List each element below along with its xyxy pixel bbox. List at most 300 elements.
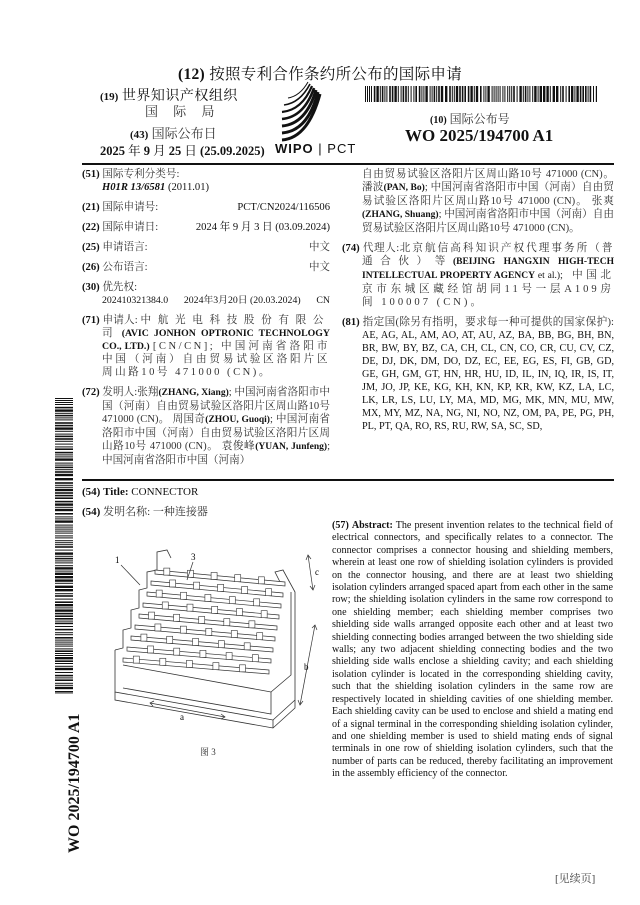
wipo-logo-icon [268,80,348,150]
barcode-bar [55,601,73,603]
agent-etal: et al.) [534,271,561,281]
isolation-cylinder [149,612,155,619]
barcode-bar [55,604,73,606]
barcode-bar [55,525,73,526]
continued-note: [见续页] [555,873,596,885]
barcode-bar [55,683,73,684]
barcode-bar [55,542,73,543]
barcode-bar [55,417,73,418]
applicant-name-en: (AVIC JONHON OPTRONIC TECHNOLOGY CO., LTD.) [102,328,330,352]
wipo-pct-logo-text: WIPO | PCT [275,141,357,156]
isolation-cylinder [239,665,245,672]
application-date: 2024 年 9 月 3 日 (03.09.2024) [195,222,330,233]
doc-type-code: (12) [177,66,206,83]
label-b: b [304,662,309,672]
inventor-name-en: (ZHANG, Shuang) [362,210,439,220]
barcode-bar [423,86,424,102]
barcode-bar [498,86,499,102]
isolation-cylinder [258,577,264,584]
barcode-bar [55,629,73,631]
barcode-bar [55,487,73,488]
barcode-bar [55,560,73,561]
barcode-bar [560,86,561,102]
barcode-bar [55,632,73,633]
barcode-bar [55,663,73,664]
inventor-name-en: (ZHANG, Xiang) [158,388,229,398]
agent-address: ; 中国北京市东城区藏经馆胡同11号一层A109房间 100007 (CN)。 [362,270,614,308]
barcode-bar [502,86,503,102]
barcode-bar [55,599,73,600]
inventor-address: ; 中国河南省洛阳市中国（河南）自由贸易试验区洛阳片区周山路10号 471000 (CN)。 袁俊峰 [102,414,331,452]
barcode-bar [55,518,73,519]
isolation-cylinder [205,594,211,601]
priority-country: CN [316,295,330,306]
barcode-bar [55,509,73,511]
barcode-bar [55,576,73,578]
field-label: 国际申请号: [102,202,159,213]
field-code: (22) [82,222,100,233]
field-code: (21) [82,202,100,213]
figure-caption: 图 3 [200,747,216,757]
barcode-bar [454,86,455,102]
isolation-cylinder [206,628,212,635]
barcode-bar [468,86,470,102]
barcode-bar [546,86,548,102]
barcode-bar [411,86,412,102]
barcode-bar [55,535,73,536]
barcode-bar [55,589,73,591]
isolation-cylinder [148,646,154,653]
label-1: 1 [115,555,120,565]
barcode-bar [596,86,597,102]
application-date-field [82,221,330,234]
barcode-bar [504,86,505,102]
barcode-bar [369,86,370,102]
barcode-bar [55,544,73,545]
inventor-name-en: (YUAN, Junfeng) [255,442,328,452]
isolation-cylinder [141,634,147,641]
barcode-bar [55,573,73,575]
field-code: (71) [82,315,100,326]
divider [82,479,614,481]
barcode-bar [509,86,510,102]
title-label: 发明名称: [103,506,151,518]
barcode-bar [55,427,73,429]
barcode-bar [55,478,73,480]
barcode-bar [55,552,73,554]
barcode-bar [55,677,73,678]
barcode-bar [55,520,73,522]
barcode-bar [525,86,527,102]
barcode-bar [55,653,73,654]
title-text: 一种连接器 [152,506,208,518]
field-code: (30) [82,282,100,293]
barcode-bar [55,648,73,649]
barcode-bar [408,86,409,102]
barcode-bar [55,469,73,470]
pubdate-label-text: 国际公布日 [151,126,217,141]
inventor-address: ; 中国河南省洛阳市中国（河南）自由贸易试验区洛阳片区周山路10号 471000 (CN)。 周国奇 [102,387,330,425]
barcode-bar [55,634,73,635]
barcode-bar [55,562,73,563]
barcode-bar [55,482,73,484]
barcode-bar [55,558,73,560]
inventors-continued [342,168,614,235]
barcode-bar [55,467,73,469]
barcode-bar [55,398,73,399]
barcode-bar [55,531,73,532]
pubno-code: (10) [430,115,447,126]
barcode-bar [527,86,528,102]
barcode-bar [55,419,73,420]
field-label: 申请人: [102,315,138,326]
isolation-cylinder [212,606,218,613]
inventor-address: ; 中国河南省洛阳市中国（河南） [102,441,331,466]
barcode-bar [55,409,73,411]
isolation-cylinder [181,592,187,599]
field-code: (81) [342,317,360,328]
barcode-bar [445,86,447,102]
abstract [332,520,613,781]
barcode-bar [529,86,530,102]
barcode-bar [55,501,73,503]
barcode-bar [386,86,387,102]
isolation-cylinder [187,604,193,611]
org-code: (19) [100,91,119,103]
side-publication-number: WO 2025/194700 A1 [66,713,83,853]
field-code: (26) [82,262,100,273]
application-number: PCT/CN2024/116506 [237,202,330,213]
barcode-bar [55,644,73,645]
barcode-bar [55,593,73,594]
pubdate-code: (43) [130,129,149,141]
barcode-bar [436,86,437,102]
barcode-bar [519,86,521,102]
barcode-bar [55,503,73,505]
barcode-bar [55,540,73,541]
ipc-field [82,168,330,194]
isolation-cylinder [266,589,272,596]
isolation-cylinder [193,638,199,645]
barcode-bar [507,86,508,102]
isolation-cylinder [211,572,217,579]
barcode-bar [374,86,376,102]
barcode-bar [55,471,73,473]
patent-figure [95,530,320,740]
barcode-bar [55,407,73,409]
barcode-bar [55,637,73,639]
barcode-bar [438,86,440,102]
barcode-bar [384,86,385,102]
inventors-field [82,386,330,467]
org-text: 世界知识产权组织 [121,89,238,104]
barcode-bar [55,516,73,517]
application-number-field [82,201,330,214]
housing-inner-bottom [123,688,271,714]
barcode-bar [55,438,73,440]
barcode-bar [55,495,73,497]
barcode-bar [517,86,518,102]
filing-language-field [82,241,330,254]
barcode-bar [371,86,372,102]
isolation-cylinder [229,597,235,604]
barcode-bar [55,485,73,486]
logo-pct: PCT [327,141,357,156]
barcode-bar [55,586,73,588]
dimension-arrow-c [308,555,313,590]
barcode-bar [513,86,515,102]
field-label: 优先权: [102,282,138,293]
bibliographic-right-column [342,168,614,440]
pubdate-day: 25 [168,144,182,158]
divider [82,163,614,165]
barcode-bar [55,666,73,667]
barcode-bar [494,86,495,102]
barcode-bar [55,685,73,686]
barcode-bar [55,579,73,581]
isolation-cylinder [235,575,241,582]
barcode-bar [55,527,73,528]
barcode-bar [430,86,431,102]
barcode-bar [55,415,73,417]
agent-name-cn: 北京航信高科知识产权代理事务所（普通合伙）等 [362,243,615,267]
barcode-bar [55,456,73,457]
isolation-cylinder [194,582,200,589]
barcode-bar [496,86,497,102]
agent-name-en: (BEIJING HANGXIN HIGH-TECH INTELLECTUAL PROPERTY AGENCY [362,257,614,281]
designated-states-field [342,316,614,433]
barcode-bar [55,571,73,572]
barcode-bar [500,86,501,102]
barcode-bar [55,623,73,625]
logo-wipo: WIPO [275,141,314,156]
barcode-bar [55,454,73,455]
isolation-cylinder [155,624,161,631]
isolation-cylinder [162,602,168,609]
field-code: (74) [342,243,360,254]
pubdate-year: 2025 [100,144,125,158]
isolation-cylinder [226,653,232,660]
barcode-bar [55,529,73,530]
abstract-label: Abstract: [351,520,393,531]
designated-states-list: AE, AG, AL, AM, AO, AT, AU, AZ, BA, BB, BG, BH, BN, BR, BW, BY, BZ, CA, CH, CL, CN, CO, CR, CU, CV, CZ, DE, DJ, DK, DM, DO, DZ, EC, EE, EG, ES, FI, GB, GD, GE, GH, GM, GT, HN, HR, HU, ID, IL, IN, IQ, IR, IS, IT, JM, JO, JP, KE, KG, KH, KN, KP, KR, KW, KZ, LA, LC, LK, LR, LS, LU, LY, MA, MD, MG, MK, MN, MU, MW, MX, MY, MZ, NA, NG, NI, NO, NZ, OM, PA, PE, PG, PH, PL, PT, QA, RO, RS, RU, RW, SA, SC, SD, [362,330,614,432]
isolation-cylinder [174,648,180,655]
barcode-bar [405,86,407,102]
field-label: 国际专利分类号: [102,169,180,180]
isolation-cylinder [231,631,237,638]
barcode-bar [585,86,587,102]
barcode-bar [55,556,73,557]
barcode-bar [55,607,73,608]
ipc-class: H01R 13/6581 [102,182,166,193]
barcode-bar [462,86,464,102]
barcode-bar [392,86,394,102]
title-text: CONNECTOR [131,486,199,498]
barcode-bar [55,646,73,647]
barcode-bar [456,86,458,102]
barcode-bar [419,86,421,102]
title-code: (54) [82,486,101,498]
barcode-bar [55,650,73,652]
title-code: (54) [82,506,101,518]
barcode-bar [568,86,570,102]
barcode-bar [55,463,73,464]
barcode-bar [398,86,399,102]
barcode-bar [55,691,73,693]
barcode-bar [55,537,73,538]
barcode-bar [413,86,414,102]
title-english [82,486,198,498]
isolation-cylinder [261,611,267,618]
inventor-address: ; 中国河南省洛阳市中国（河南）自由贸易试验区洛阳片区周山路10号 471000 (CN)。 [362,209,614,234]
field-label: 国际申请日: [102,222,159,233]
barcode-bar [580,86,582,102]
barcode-bar [55,452,73,454]
barcode-bar [389,86,391,102]
isolation-cylinder [160,658,166,665]
barcode-bar [55,425,73,427]
title-chinese [82,503,208,519]
inventor-name-en: (PAN, Bo) [383,183,425,193]
field-code: (51) [82,169,100,180]
field-label: 指定国(除另有指明，要求每一种可提供的国家保护): [362,317,614,328]
barcode-bar [376,86,378,102]
isolation-cylinder [200,650,206,657]
barcode-bar [55,546,73,548]
inventor-name-en: (ZHOU, Guoqi) [205,415,270,425]
pubno-label-text: 国际公布号 [449,112,510,126]
barcode-bar [55,402,73,403]
barcode-bar [421,86,422,102]
barcode-bar [55,618,73,620]
barcode-bar [55,675,73,677]
isolation-cylinder [180,626,186,633]
barcode-bar [55,413,73,414]
isolation-cylinder [249,621,255,628]
isolation-cylinder [218,641,224,648]
barcode-bar [55,565,73,566]
barcode-bar [425,86,427,102]
barcode-bar [55,465,73,466]
barcode-bar [483,86,484,102]
barcode-bar [593,86,594,102]
pubdate-numeric: (25.09.2025) [200,144,265,158]
isolation-cylinder [156,590,162,597]
pubdate-month: 9 [143,144,151,158]
barcode-bar [55,640,73,641]
barcode-bar [55,436,73,438]
isolation-cylinder [213,663,219,670]
barcode-bar [485,86,486,102]
publication-number: WO 2025/194700 A1 [405,126,554,145]
barcode-bar [540,86,542,102]
barcode-bar [582,86,584,102]
barcode-bar [55,533,73,534]
label-a: a [180,712,184,722]
publication-language-field [82,261,330,274]
barcode-bar [55,400,73,401]
barcode-bar [365,86,366,102]
applicant-field [82,314,330,379]
barcode-bar [511,86,512,102]
publication-language: 中文 [308,262,330,273]
barcode-bar [55,621,73,622]
abstract-code: (57) [332,520,349,531]
barcode-bar [55,615,73,617]
barcode-icon [365,86,597,102]
barcode-bar [55,434,73,435]
field-label: 申请语言: [102,242,148,253]
barcode-bar [452,86,453,102]
inventor-address: ; 中国河南省洛阳市中国（河南）自由贸易试验区洛阳片区周山路10号 471000 (CN)。 张爽 [362,182,615,207]
barcode-bar [55,497,73,499]
barcode-bar [432,86,433,102]
isolation-cylinder [257,633,263,640]
field-label: 公布语言: [102,262,148,273]
publication-date-label [130,123,217,142]
title-label: Title: [103,486,129,498]
barcode-bar [55,441,73,442]
applicant-address: [CN/CN]; 中国河南省洛阳市中国（河南）自由贸易试验区洛阳片区周山路10号 471000 (CN)。 [102,341,330,378]
barcode-bar [55,655,73,656]
barcode-bar [380,86,381,102]
barcode-bar [55,550,73,551]
priority-field [82,281,330,307]
barcode-bar [55,404,73,405]
barcode-bar [55,595,73,597]
barcode-bar [566,86,567,102]
barcode-bar [55,507,73,508]
bibliographic-left-column [82,168,330,474]
barcode-bar [562,86,564,102]
barcode-bar [55,489,73,491]
barcode-bar [434,86,436,102]
barcode-bar [543,86,545,102]
barcode-bar [464,86,466,102]
inventor-address: 自由贸易试验区洛阳片区周山路10号 471000 (CN)。 潘波 [362,169,614,193]
side-barcode-icon [55,398,73,694]
publication-number-label [430,110,510,127]
isolation-cylinder [218,584,224,591]
barcode-bar [403,86,405,102]
applicant-name-cn: 中航光电科技股份有限公司 [102,315,331,339]
barcode-bar [55,642,73,643]
barcode-bar [394,86,396,102]
barcode-bar [55,513,73,515]
barcode-bar [55,657,73,659]
barcode-bar [55,613,73,615]
filing-language: 中文 [308,242,330,253]
isolation-cylinder [133,656,139,663]
barcode-bar [571,86,573,102]
isolation-cylinder [242,587,248,594]
isolation-cylinder [252,655,258,662]
barcode-bar [550,86,551,102]
isolation-cylinder [170,580,176,587]
barcode-bar [476,86,478,102]
label-3: 3 [191,552,196,562]
field-code: (25) [82,242,100,253]
doc-type-text: 按照专利合作条约所公布的国际申请 [209,66,463,83]
barcode-bar [55,448,73,450]
isolation-cylinder [174,614,180,621]
barcode-bar [449,86,451,102]
barcode-bar [55,679,73,681]
barcode-bar [55,672,73,673]
barcode-bar [574,86,575,102]
isolation-cylinder [186,660,192,667]
barcode-bar [487,86,489,102]
